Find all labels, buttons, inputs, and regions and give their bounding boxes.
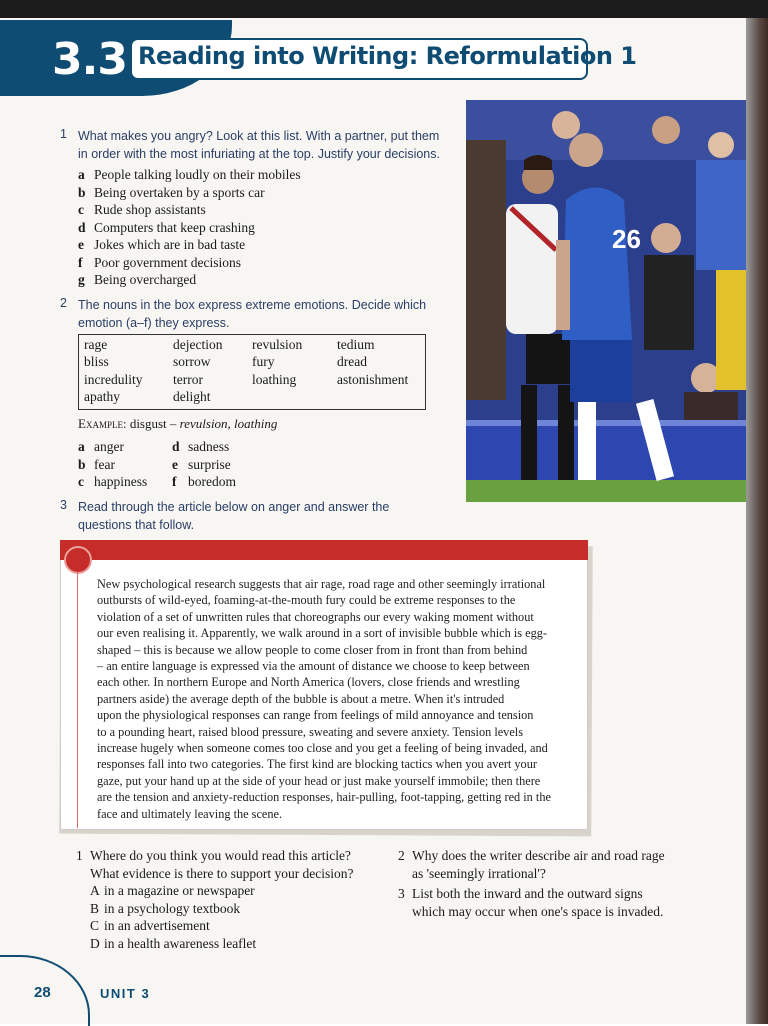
- scan-border: [0, 0, 768, 18]
- svg-text:26: 26: [612, 224, 641, 254]
- example-word: disgust –: [129, 416, 180, 431]
- box-word: rage: [84, 337, 108, 352]
- box-word: loathing: [252, 372, 297, 387]
- list-item: c happiness: [78, 474, 148, 489]
- list-item: f Poor government decisions: [78, 254, 241, 270]
- q2-number: 2: [60, 296, 67, 310]
- article-margin-line: [77, 572, 78, 828]
- article-line: shaped – this is because we allow people to come closer from in front than from behind: [97, 642, 528, 657]
- box-word: incredulity: [84, 372, 143, 387]
- unit-label: UNIT 3: [100, 986, 151, 1001]
- q2-line-1: The nouns in the box express extreme emotions. Decide which: [78, 298, 427, 312]
- followup-q1: [76, 847, 354, 952]
- article-text: [97, 576, 567, 822]
- list-item: g Being overcharged: [78, 272, 197, 287]
- list-item: f boredom: [172, 474, 236, 489]
- followup-q3-line-1: List both the inward and the outward signs: [412, 886, 643, 901]
- article-line: are the tension and anxiety-reduction responses, hair-pulling, foot-tapping, getting red in the: [97, 790, 551, 805]
- followup-q2-line-2: as 'seemingly irrational'?: [412, 865, 546, 881]
- list-item: d Computers that keep crashing: [78, 219, 255, 235]
- followup-q1-line-2: What evidence is there to support your decision?: [90, 865, 354, 881]
- article-line: responses fall into two categories. The first kind are blocking tactics when you avert your: [97, 757, 537, 772]
- followup-q3-line-2: which may occur when one's space is invaded.: [412, 903, 664, 919]
- box-word: revulsion: [252, 337, 303, 352]
- followup-q3: [398, 885, 663, 920]
- article-line: increase hugely when someone comes too close and you get a feeling of being invaded, and: [97, 741, 548, 756]
- article-line: New psychological research suggests that air rage, road rage and other seemingly irrational: [97, 577, 546, 591]
- list-item: b fear: [78, 456, 115, 472]
- q3-instruction: [78, 498, 389, 534]
- q3-line-2: questions that follow.: [78, 518, 195, 532]
- article-line: violation of a set of unwritten rules that choreographs our every waking moment without: [97, 609, 534, 624]
- box-word: tedium: [337, 337, 375, 352]
- list-item: a People talking loudly on their mobiles: [78, 167, 301, 182]
- list-item: d sadness: [172, 439, 230, 454]
- box-word: dejection: [173, 337, 223, 352]
- followup-q1-number: 1: [76, 848, 83, 863]
- list-item: c Rude shop assistants: [78, 202, 206, 217]
- followup-q2-line-1: Why does the writer describe air and road rage: [412, 848, 665, 863]
- q2-line-2: emotion (a–f) they express.: [78, 316, 230, 330]
- article-header-bar: [60, 540, 588, 560]
- box-word: sorrow: [173, 354, 211, 369]
- q2-instruction: [78, 296, 426, 332]
- emotion-options-right: [172, 438, 236, 491]
- page-title: Reading into Writing: Reformulation 1: [138, 42, 637, 70]
- page-number: 28: [34, 984, 51, 1001]
- emotion-options-left: [78, 438, 147, 491]
- box-word: bliss: [84, 354, 109, 369]
- article-line: face and ultimately leaving the scene.: [97, 806, 283, 821]
- article-line: upon the physiological responses can range from feelings of mild annoyance and tension: [97, 708, 534, 723]
- list-item: a anger: [78, 439, 124, 454]
- box-word: delight: [173, 389, 211, 404]
- article-line: partners aside) the average depth of the bubble is about a metre. When it's intruded: [97, 691, 505, 706]
- article-pin-icon: [64, 546, 92, 574]
- article-line: outbursts of wild-eyed, foaming-at-the-mouth fury could be extreme responses to the: [97, 593, 516, 608]
- article-line: our even realising it. Apparently, we walk around in a sort of invisible bubble which is egg-: [97, 626, 547, 641]
- list-item: D in a health awareness leaflet: [90, 935, 257, 951]
- article-line: – an entire language is expressed via the amount of distance we choose to keep between: [97, 659, 530, 674]
- q3-line-1: Read through the article below on anger and answer the: [78, 500, 390, 514]
- football-players-photo: [466, 100, 746, 502]
- article-line: gaze, put your hand up at the side of your head or just make yourself immobile; then there: [97, 773, 541, 788]
- box-word: astonishment: [337, 372, 409, 387]
- q1-line-2: in order with the most infuriating at the top. Justify your decisions.: [78, 147, 440, 161]
- article-line: to a pounding heart, raised blood pressure, sweating and severe anxiety. Tension levels: [97, 724, 523, 739]
- q1-instruction: [78, 127, 440, 163]
- list-item: C in an advertisement: [90, 918, 210, 933]
- list-item: e surprise: [172, 456, 231, 472]
- example-line: [78, 416, 277, 432]
- q3-number: 3: [60, 498, 67, 512]
- unit-number: 3.3: [52, 34, 127, 85]
- q1-number: 1: [60, 127, 67, 141]
- box-word: apathy: [84, 389, 120, 404]
- article-line: each other. In northern Europe and North America (lovers, close friends and wrestling: [97, 675, 520, 690]
- followup-q2: [398, 847, 665, 882]
- box-word: dread: [337, 354, 367, 369]
- list-item: B in a psychology textbook: [90, 900, 241, 916]
- list-item: A in a magazine or newspaper: [90, 883, 255, 898]
- list-item: b Being overtaken by a sports car: [78, 184, 265, 200]
- followup-q1-line-1: Where do you think you would read this article?: [90, 848, 351, 863]
- example-label: Example:: [78, 416, 127, 431]
- followup-q2-number: 2: [398, 848, 405, 863]
- q1-list: [78, 166, 301, 289]
- box-word: fury: [252, 354, 275, 369]
- box-word: terror: [173, 372, 203, 387]
- followup-q3-number: 3: [398, 886, 405, 901]
- example-answer: revulsion, loathing: [179, 416, 278, 431]
- book-edge: [746, 18, 768, 1024]
- list-item: e Jokes which are in bad taste: [78, 237, 246, 252]
- q1-line-1: What makes you angry? Look at this list. With a partner, put them: [78, 129, 440, 143]
